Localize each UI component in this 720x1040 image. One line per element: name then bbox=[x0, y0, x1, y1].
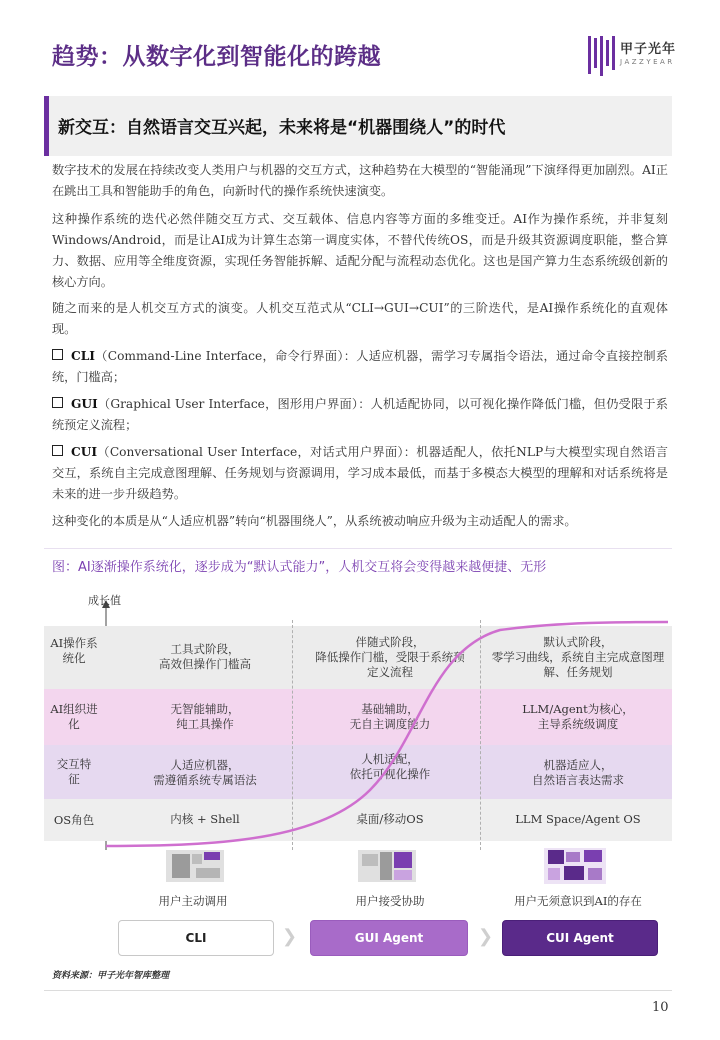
cui-window-icon bbox=[544, 846, 606, 886]
cell: LLM/Agent为核心， 主导系统级调度 bbox=[522, 702, 634, 731]
row-label: AI操作系统化 bbox=[50, 636, 98, 665]
page-title: 趋势：从数字化到智能化的跨越 bbox=[52, 44, 381, 70]
bullet-term: CLI bbox=[71, 349, 95, 363]
stage-label: 用户接受协助 bbox=[355, 894, 425, 908]
figure-caption: 图：AI逐渐操作系统化，逐步成为“默认式能力”，人机交互将会变得越来越便捷、无形 bbox=[52, 560, 547, 575]
cell: 基础辅助， 无自主调度能力 bbox=[349, 702, 431, 731]
logo-text-en: JAZZYEAR bbox=[620, 58, 675, 66]
stage-gui-agent: GUI Agent bbox=[310, 920, 468, 956]
cli-window-icon bbox=[166, 848, 224, 884]
cell: 工具式阶段， 高效但操作门槛高 bbox=[159, 642, 251, 671]
cell: 内核 + Shell bbox=[170, 812, 240, 826]
source-note: 资料来源：甲子光年智库整理 bbox=[52, 971, 170, 981]
bullet-text: （Conversational User Interface，对话式用户界面）：机器适配人，依托NLP与大模型实现自然语言交互，系统自主完成意图理解、任务规划与资源调用，学习成本最低，而基于多模态大模型的理解和对话系统将是未来的进一步升级趋势。 bbox=[52, 445, 668, 501]
cell: 桌面/移动OS bbox=[356, 812, 424, 826]
stage-label: 用户无须意识到AI的存在 bbox=[514, 894, 642, 908]
row-label: 交互特征 bbox=[56, 757, 92, 786]
paragraph-3: 随之而来的是人机交互方式的演变。人机交互范式从“CLI→GUI→CUI”的三阶迭代，是AI操作系统化的直观体现。 bbox=[52, 301, 668, 336]
stage-cui-agent: CUI Agent bbox=[502, 920, 658, 956]
cell: 无智能辅助， 纯工具操作 bbox=[170, 702, 240, 731]
section-title: 新交互：自然语言交互兴起，未来将是“机器围绕人”的时代 bbox=[58, 118, 506, 138]
cell: 机器适应人， 自然语言表达需求 bbox=[532, 758, 624, 787]
cell: 伴随式阶段， 降低操作门槛，受限于系统预定义流程 bbox=[315, 635, 465, 679]
bullet-term: GUI bbox=[71, 397, 98, 411]
paragraph-1: 数字技术的发展在持续改变人类用户与机器的交互方式，这种趋势在大模型的“智能涌现”下演绎得更加剧烈。AI正在跳出工具和智能助手的角色，向新时代的操作系统快速演变。 bbox=[52, 163, 668, 198]
cell: 人适应机器， 需遵循系统专属语法 bbox=[153, 758, 257, 787]
cell: LLM Space/Agent OS bbox=[515, 812, 641, 826]
paragraph-2: 这种操作系统的迭代必然伴随交互方式、交互载体、信息内容等方面的多维变迁。AI作为操作系统，并非复刻Windows/Android，而是让AI成为计算生态第一调度实体，不替代传统OS，而是升级其资源调度职能，整合算力、数据、应用等全维度资源，实现任务智能拆解、适配分配与流程动态优化。这也是国产算力生态系统级创新的核心方向。 bbox=[52, 212, 668, 289]
paragraph-4: 这种变化的本质是从“人适应机器”转向“机器围绕人”，从系统被动响应升级为主动适配人的需求。 bbox=[52, 514, 577, 528]
bullet-term: CUI bbox=[71, 445, 98, 459]
stage-cli: CLI bbox=[118, 920, 274, 956]
cell: 默认式阶段， 零学习曲线，系统自主完成意图理解、任务规划 bbox=[491, 635, 665, 679]
page-number: 10 bbox=[652, 1000, 669, 1015]
chevron-right-icon: ❯ bbox=[478, 926, 494, 947]
footer-divider bbox=[44, 990, 672, 991]
chevron-right-icon: ❯ bbox=[282, 926, 298, 947]
logo-text-cn: 甲子光年 bbox=[620, 42, 677, 57]
stage-label: 用户主动调用 bbox=[158, 894, 228, 908]
y-axis-label: 成长值 bbox=[88, 594, 121, 607]
row-label: AI组织进化 bbox=[50, 702, 98, 731]
bullet-text: （Graphical User Interface，图形用户界面）：人机适配协同，以可视化操作降低门槛，但仍受限于系统预定义流程； bbox=[52, 397, 668, 432]
gui-window-icon bbox=[358, 848, 416, 884]
row-label: OS角色 bbox=[53, 813, 95, 827]
cell: 人机适配， 依托可视化操作 bbox=[349, 752, 431, 781]
bullet-text: （Command-Line Interface，命令行界面）：人适应机器，需学习专属指令语法，通过命令直接控制系统，门槛高； bbox=[52, 349, 668, 384]
